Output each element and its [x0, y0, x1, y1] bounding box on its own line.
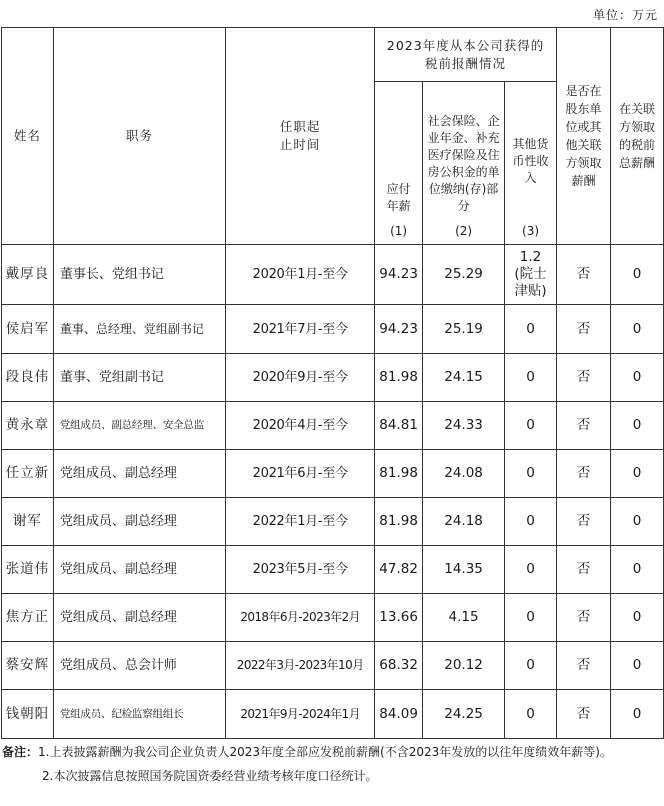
table-row: [2, 690, 664, 739]
cell-other-income: 0: [505, 450, 557, 498]
cell-insurance: 4.15: [423, 594, 505, 642]
cell-related-total: 0: [611, 546, 664, 594]
cell-salary: 81.98: [375, 498, 423, 546]
cell-salary: 13.66: [375, 594, 423, 642]
cell-period: 2022年1月-至今: [226, 498, 375, 546]
cell-related-party: 否: [557, 245, 611, 305]
cell-name: 侯启军: [2, 305, 54, 354]
table-row: [2, 354, 664, 402]
cell-salary: 47.82: [375, 546, 423, 594]
cell-salary: 84.09: [375, 690, 423, 739]
cell-name: 任立新: [2, 450, 54, 498]
header-name: 姓名: [2, 28, 54, 245]
cell-salary: 94.23: [375, 305, 423, 354]
cell-related-party: 否: [557, 498, 611, 546]
cell-related-total: 0: [611, 245, 664, 305]
table-row: [2, 546, 664, 594]
header-period: 任职起止时间: [226, 28, 375, 245]
cell-name: 谢军: [2, 498, 54, 546]
cell-related-total: 0: [611, 402, 664, 450]
cell-insurance: 25.19: [423, 305, 505, 354]
header-other-income: 其他货币性收入 (3): [505, 82, 557, 245]
notes: [2, 740, 612, 788]
cell-related-total: 0: [611, 305, 664, 354]
cell-other-income: 0: [505, 402, 557, 450]
cell-position: 党组成员、副总经理: [53, 546, 225, 594]
cell-position: 董事、总经理、党组副书记: [53, 305, 225, 354]
column-number-1: (1): [390, 224, 408, 238]
cell-insurance: 24.15: [423, 354, 505, 402]
table-row: [2, 402, 664, 450]
cell-position: 党组成员、副总经理: [53, 594, 225, 642]
header-related-party: 是否在股东单位或其他关联方领取薪酬: [557, 28, 611, 245]
cell-salary: 84.81: [375, 402, 423, 450]
cell-period: 2022年3月-2023年10月: [226, 642, 375, 690]
cell-period: 2021年9月-2024年1月: [226, 690, 375, 739]
cell-other-income: 0: [505, 642, 557, 690]
cell-related-party: 否: [557, 402, 611, 450]
cell-related-party: 否: [557, 546, 611, 594]
cell-other-income: 0: [505, 546, 557, 594]
cell-related-total: 0: [611, 690, 664, 739]
cell-insurance: 24.25: [423, 690, 505, 739]
cell-other-income: 0: [505, 498, 557, 546]
cell-insurance: 14.35: [423, 546, 505, 594]
table-row: [2, 594, 664, 642]
cell-other-income: 0: [505, 690, 557, 739]
column-number-2: (2): [455, 224, 473, 238]
table-row: [2, 305, 664, 354]
table-row: [2, 642, 664, 690]
cell-related-party: 否: [557, 642, 611, 690]
cell-name: 黄永章: [2, 402, 54, 450]
header-row-top: [2, 28, 664, 82]
cell-name: 戴厚良: [2, 245, 54, 305]
cell-period: 2021年7月-至今: [226, 305, 375, 354]
unit-label: 单位：万元: [592, 8, 658, 22]
cell-insurance: 24.33: [423, 402, 505, 450]
header-compensation-group: 2023年度从本公司获得的税前报酬情况: [375, 28, 557, 82]
cell-related-total: 0: [611, 498, 664, 546]
cell-salary: 94.23: [375, 245, 423, 305]
table-row: [2, 498, 664, 546]
header-position: 职务: [53, 28, 225, 245]
cell-related-total: 0: [611, 642, 664, 690]
cell-related-total: 0: [611, 594, 664, 642]
cell-position: 党组成员、副总经理: [53, 498, 225, 546]
cell-name: 蔡安辉: [2, 642, 54, 690]
cell-salary: 68.32: [375, 642, 423, 690]
cell-period: 2020年4月-至今: [226, 402, 375, 450]
cell-name: 张道伟: [2, 546, 54, 594]
cell-name: 段良伟: [2, 354, 54, 402]
cell-position: 党组成员、副总经理、安全总监: [53, 402, 225, 450]
cell-name: 焦方正: [2, 594, 54, 642]
cell-related-party: 否: [557, 354, 611, 402]
cell-related-party: 否: [557, 594, 611, 642]
cell-position: 董事、党组副书记: [53, 354, 225, 402]
cell-period: 2020年9月-至今: [226, 354, 375, 402]
cell-insurance: 24.18: [423, 498, 505, 546]
header-salary: 应付年薪 (1): [375, 82, 423, 245]
cell-salary: 81.98: [375, 354, 423, 402]
cell-position: 党组成员、总会计师: [53, 642, 225, 690]
cell-related-party: 否: [557, 690, 611, 739]
notes-label: 备注：: [2, 745, 39, 759]
cell-related-party: 否: [557, 305, 611, 354]
cell-other-income: 0: [505, 305, 557, 354]
cell-related-party: 否: [557, 450, 611, 498]
cell-period: 2023年5月-至今: [226, 546, 375, 594]
cell-insurance: 25.29: [423, 245, 505, 305]
note-line-1: [2, 740, 612, 764]
cell-period: 2018年6月-2023年2月: [226, 594, 375, 642]
cell-position: 董事长、党组书记: [53, 245, 225, 305]
cell-insurance: 20.12: [423, 642, 505, 690]
cell-related-total: 0: [611, 450, 664, 498]
note-line-2: 2.本次披露信息按照国务院国资委经营业绩考核年度口径统计。: [42, 769, 378, 783]
cell-period: 2020年1月-至今: [226, 245, 375, 305]
cell-position: 党组成员、副总经理: [53, 450, 225, 498]
cell-other-income: 0: [505, 354, 557, 402]
table-row: [2, 450, 664, 498]
cell-position: 党组成员、纪检监察组组长: [53, 690, 225, 739]
cell-other-income: 1.2 (院士 津贴): [505, 245, 557, 305]
cell-insurance: 24.08: [423, 450, 505, 498]
cell-period: 2021年6月-至今: [226, 450, 375, 498]
cell-other-income: 0: [505, 594, 557, 642]
table-row: [2, 245, 664, 305]
column-number-3: (3): [522, 224, 540, 238]
compensation-table: [1, 27, 664, 739]
note-1-text: 1.上表披露薪酬为我公司企业负责人2023年度全部应发税前薪酬(不含2023年发放的以往年度绩效年薪等)。: [38, 745, 612, 759]
cell-name: 钱朝阳: [2, 690, 54, 739]
cell-salary: 81.98: [375, 450, 423, 498]
cell-related-total: 0: [611, 354, 664, 402]
header-related-total: 在关联方领取的税前总薪酬: [611, 28, 664, 245]
header-insurance: 社会保险、企业年金、补充医疗保险及住房公积金的单位缴纳(存)部分 (2): [423, 82, 505, 245]
